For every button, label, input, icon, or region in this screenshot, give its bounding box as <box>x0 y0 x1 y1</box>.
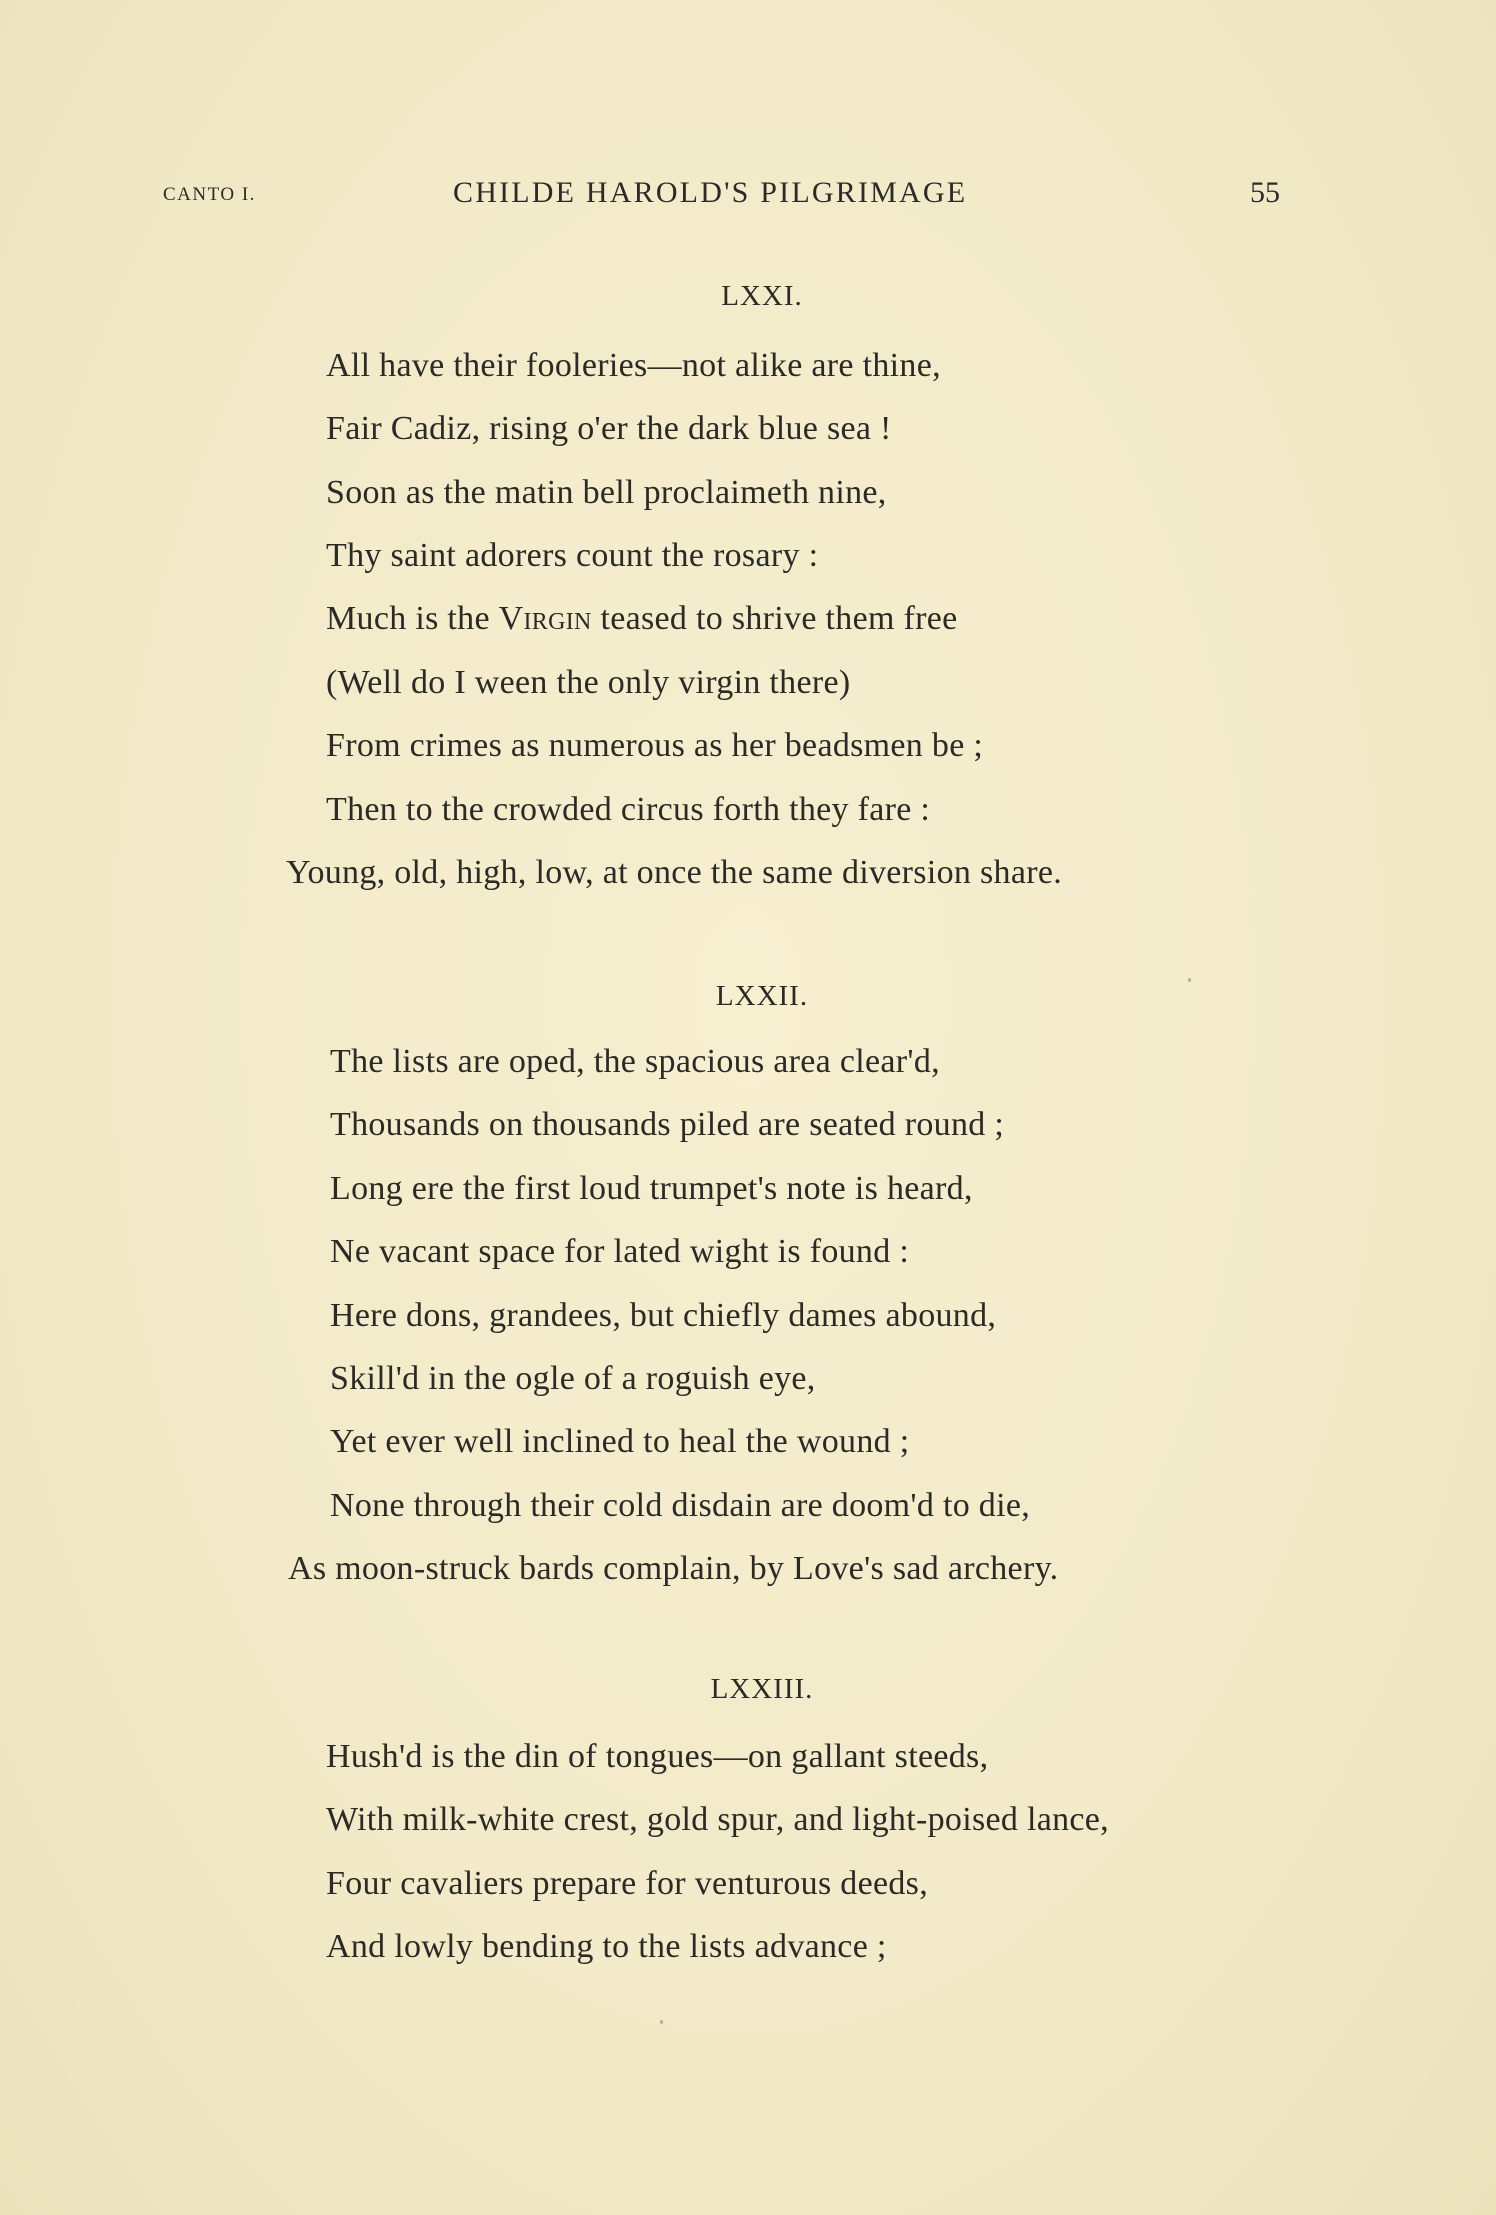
verse-line: None through their cold disdain are doom'd to die, <box>330 1487 1031 1524</box>
verse-line: And lowly bending to the lists advance ; <box>326 1928 887 1965</box>
verse-line: Yet ever well inclined to heal the wound ; <box>330 1423 910 1460</box>
verse-line: (Well do I ween the only virgin there) <box>326 664 851 701</box>
verse-line: Much is the Virgin teased to shrive them free <box>326 600 958 637</box>
verse-line: Young, old, high, low, at once the same diversion share. <box>286 854 1063 891</box>
stanza-number: LXXII. <box>715 980 809 1012</box>
book-title: CHILDE HAROLD'S PILGRIMAGE <box>453 176 968 209</box>
verse-line: Four cavaliers prepare for venturous deeds, <box>326 1865 929 1902</box>
canto-label: CANTO I. <box>163 184 256 205</box>
paper-speck <box>1188 978 1191 982</box>
running-header <box>0 176 1496 216</box>
stanza-number: LXXI. <box>721 280 803 312</box>
verse-line: Here dons, grandees, but chiefly dames abound, <box>330 1297 997 1334</box>
verse-line: Ne vacant space for lated wight is found : <box>330 1233 910 1270</box>
verse-line: As moon-struck bards complain, by Love's sad archery. <box>288 1550 1059 1587</box>
verse-line: The lists are oped, the spacious area clear'd, <box>330 1043 940 1080</box>
verse-line: Long ere the first loud trumpet's note is heard, <box>330 1170 973 1207</box>
stanza-number: LXXIII. <box>710 1673 814 1705</box>
paper-speck <box>660 2020 663 2024</box>
verse-line: From crimes as numerous as her beadsmen be ; <box>326 727 984 764</box>
verse-line: Thy saint adorers count the rosary : <box>326 537 819 574</box>
verse-line: Soon as the matin bell proclaimeth nine, <box>326 474 887 511</box>
verse-line: Then to the crowded circus forth they fare : <box>326 791 931 828</box>
verse-line: With milk-white crest, gold spur, and light-poised lance, <box>326 1801 1109 1838</box>
page-number: 55 <box>1250 176 1280 209</box>
verse-line: Thousands on thousands piled are seated round ; <box>330 1106 1005 1143</box>
verse-line: Hush'd is the din of tongues—on gallant steeds, <box>326 1738 989 1775</box>
verse-line: Skill'd in the ogle of a roguish eye, <box>330 1360 816 1397</box>
verse-line: Fair Cadiz, rising o'er the dark blue sea ! <box>326 410 892 447</box>
verse-line: All have their fooleries—not alike are thine, <box>326 347 941 384</box>
